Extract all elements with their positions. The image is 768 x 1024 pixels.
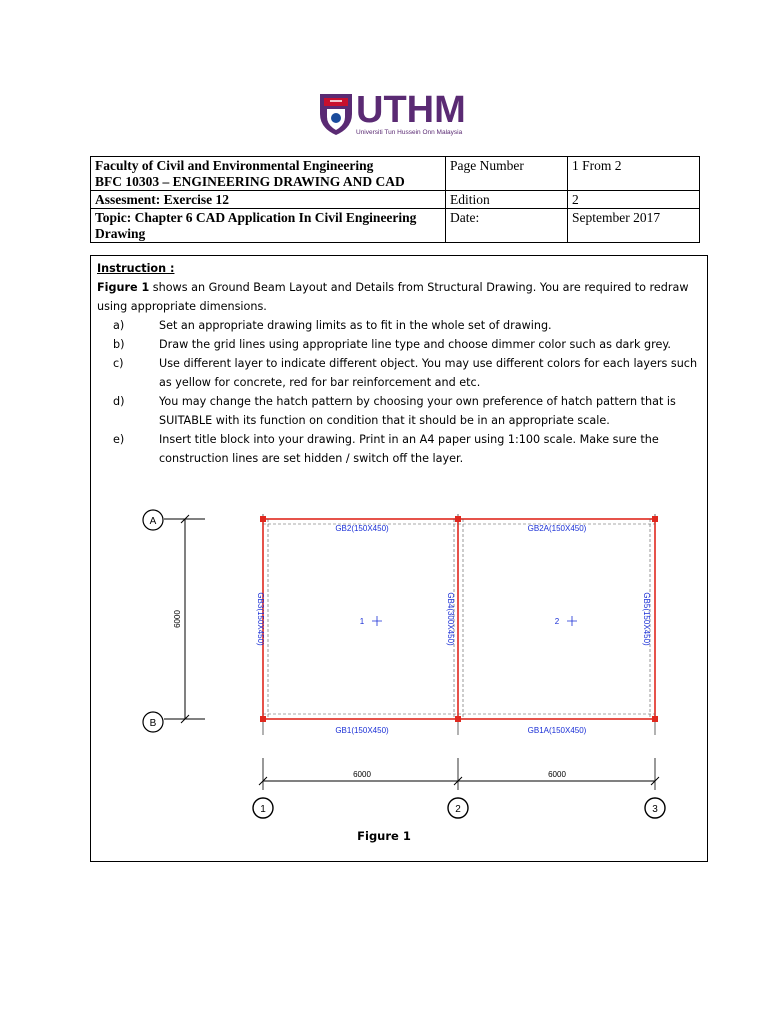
date-value: September 2017 [568, 209, 700, 243]
logo-subtitle: Universiti Tun Hussein Onn Malaysia [356, 129, 463, 136]
item-label: b) [113, 338, 125, 351]
item-label: d) [113, 395, 125, 408]
instruction-heading: Instruction : [97, 262, 175, 275]
faculty-course-cell [91, 157, 446, 191]
beam-label-gb5: GB5(150X450) [642, 592, 651, 646]
beam-label-gb2a: GB2A(150X450) [527, 524, 587, 533]
instruction-intro [97, 278, 701, 316]
item-text: Use different layer to indicate different object. You may use different colors for each layers such as yellow for concrete, red for bar reinforcement and etc. [159, 357, 698, 389]
edition-label: Edition [446, 191, 568, 209]
crest-icon [318, 92, 354, 136]
grid-label-b: B [149, 718, 157, 729]
grid-label-a: A [149, 516, 157, 527]
beam-label-gb4: GB4(300X450) [446, 592, 455, 646]
instruction-item [97, 392, 701, 430]
item-text: Draw the grid lines using appropriate line type and choose dimmer color such as dark grey. [159, 338, 671, 351]
instruction-item [97, 316, 701, 335]
ground-beam-layout-drawing [130, 500, 690, 830]
beam-label-gb1: GB1(150X450) [335, 726, 389, 735]
item-label: a) [113, 319, 125, 332]
grid-bubble-2 [448, 798, 468, 818]
panel-label-2: 2 [554, 617, 560, 626]
instruction-item [97, 430, 701, 468]
edition-value: 2 [568, 191, 700, 209]
vertical-dimension-text: 6000 [173, 610, 182, 628]
item-text: Insert title block into your drawing. Print in an A4 paper using 1:100 scale. Make sure the construction lines are set hidden / switch off the layer. [159, 433, 659, 465]
assessment-cell: Assesment: Exercise 12 [91, 191, 446, 209]
dimension-text-right: 6000 [548, 770, 566, 779]
grid-label-2: 2 [455, 804, 461, 815]
faculty-name: Faculty of Civil and Environmental Engineering [95, 158, 374, 173]
item-text: You may change the hatch pattern by choosing your own preference of hatch pattern that is SUITABLE with its function on condition that it should be in an appropriate scale. [159, 395, 676, 427]
intro-text: shows an Ground Beam Layout and Details from Structural Drawing. You are required to redraw using appropriate dimensions. [97, 281, 689, 313]
page-number-value: 1 From 2 [568, 157, 700, 191]
date-label: Date: [446, 209, 568, 243]
intro-figure-ref: Figure 1 [97, 281, 150, 294]
panel-centre-marks [372, 616, 577, 626]
beam-label-gb3: GB3(150X450) [256, 592, 265, 646]
grid-label-1: 1 [260, 804, 266, 815]
beam-frame [263, 519, 655, 719]
item-label: e) [113, 433, 125, 446]
grid-bubble-a [143, 510, 163, 530]
topic-cell: Topic: Chapter 6 CAD Application In Civil Engineering Drawing [91, 209, 446, 243]
figure-caption: Figure 1 [357, 829, 411, 843]
instruction-item [97, 354, 701, 392]
logo-wordmark: UTHM [356, 89, 466, 131]
grid-bubble-b [143, 712, 163, 732]
beam-label-gb2: GB2(150X450) [335, 524, 389, 533]
beam-labels [256, 524, 651, 735]
dimension-text-left: 6000 [353, 770, 371, 779]
page-number-label: Page Number [446, 157, 568, 191]
item-text: Set an appropriate drawing limits as to fit in the whole set of drawing. [159, 319, 552, 332]
panel-label-1: 1 [359, 617, 365, 626]
exercise-info-table [90, 156, 700, 243]
grid-bubble-3 [645, 798, 665, 818]
course-name: BFC 10303 – ENGINEERING DRAWING AND CAD [95, 174, 405, 189]
beam-label-gb1a: GB1A(150X450) [527, 726, 587, 735]
item-label: c) [113, 357, 124, 370]
grid-bubble-1 [253, 798, 273, 818]
instruction-text [97, 259, 701, 468]
uthm-logo [318, 89, 478, 142]
column-markers [260, 516, 658, 722]
instruction-item [97, 335, 701, 354]
grid-label-3: 3 [652, 804, 658, 815]
